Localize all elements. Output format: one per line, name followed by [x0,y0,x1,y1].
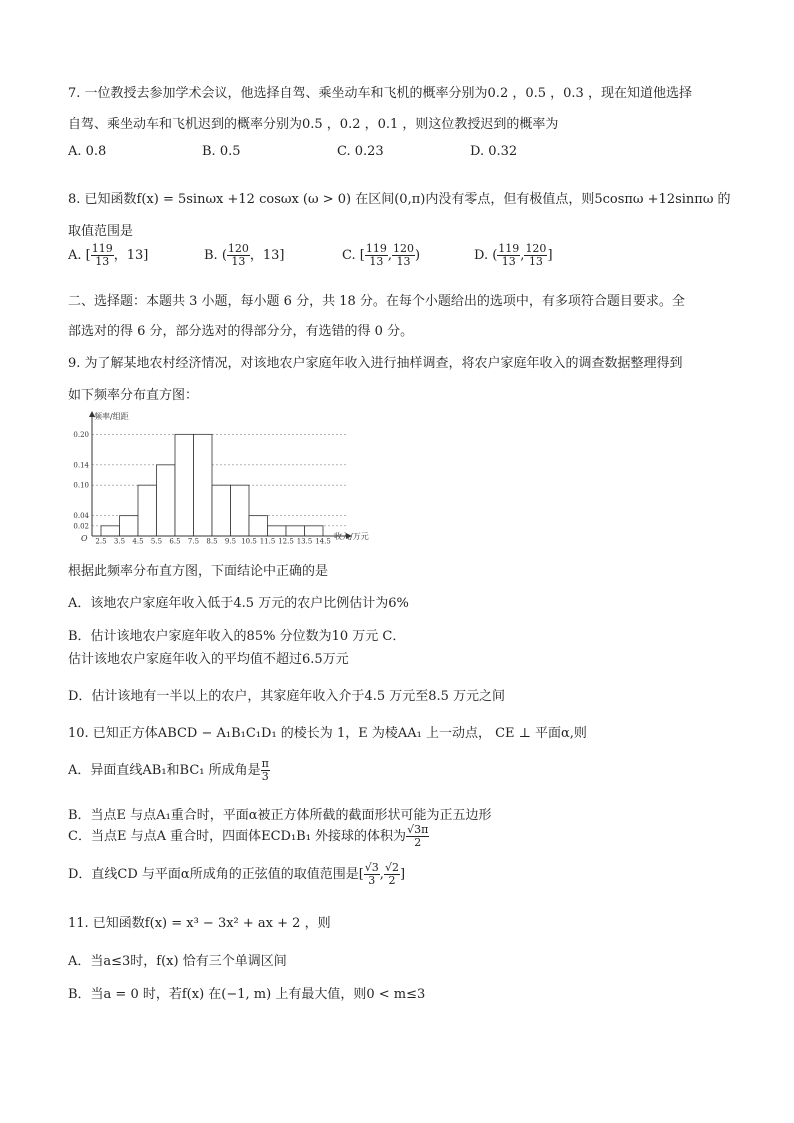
q10-option-d-fraction1 [364,862,380,887]
x-tick-label: 11.5 [259,537,276,546]
q8-option-d-fraction1 [497,243,520,268]
q8-option-c-den2: 13 [396,255,411,268]
q10-option-d-num2: √2 [384,861,399,874]
q10-option-a-text: A．异面直线AB₁和BC₁ 所成角是 [68,763,261,778]
q8-option-d-num2: 120 [525,242,547,255]
q8-option-a-den: 13 [95,255,110,268]
y-tick-label: 0.10 [73,481,89,490]
q10-line1: 10. 已知正方体ABCD − A₁B₁C₁D₁ 的棱长为 1，E 为棱AA₁ 上一动点， CE ⊥ 平面α,则 [68,726,587,741]
q8-option-a [68,243,148,268]
q10-option-c-text: C．当点E 与点A 重合时，四面体ECD₁B₁ 外接球的体积为 [68,829,407,844]
q9-line2: 如下频率分布直方图： [68,388,199,403]
histogram-bar [212,485,231,536]
q7-option-c: C. 0.23 [337,144,384,159]
x-tick-label: 3.5 [113,537,126,546]
q8-option-c-num1: 119 [365,242,387,255]
x-tick-label: 9.5 [224,537,237,546]
q8-option-d-num1: 119 [498,242,520,255]
q11-line1: 11. 已知函数f(x) = x³ − 3x² + ax + 2 ，则 [68,916,331,931]
x-tick-label: 6.5 [169,537,181,546]
q8-option-b-den: 13 [231,255,246,268]
q8-option-c-tail: ) [414,248,421,263]
q10-option-d-fraction2 [384,862,400,887]
histogram-bar [138,485,157,536]
q8-option-c: C. [ $\frac{119}{13}$ , $\frac{120}{13}$ ) [342,242,421,268]
section2-line1: 二、选择题：本题共 3 小题，每小题 6 分，共 18 分。在每个小题给出的选项中，有多项符合题目要求。全 [68,294,685,309]
x-tick-label: 10.5 [241,537,257,546]
section2-line2: 部选对的得 6 分，部分选对的得部分分，有选错的得 0 分。 [68,324,414,339]
q7-line2: 自驾、乘坐动车和飞机迟到的概率分别为0.5 ，0.2 ，0.1 ，则这位教授迟到的概率为 [68,117,559,132]
x-tick-label: 13.5 [296,537,313,546]
q10-option-c-fraction [406,824,429,849]
q7-option-d: D. 0.32 [470,144,518,159]
q7-line1: 7. 一位教授去参加学术会议，他选择自驾、乘坐动车和飞机的概率分别为0.2 ，0.5 ，0.3 ，现在知道他选择 [68,86,692,101]
q7-option-b: B. 0.5 [202,144,241,159]
q9-after: 根据此频率分布直方图，下面结论中正确的是 [68,564,329,579]
q9-option-a: A．该地农户家庭年收入低于4.5 万元的农户比例估计为6% [68,596,409,611]
q10-option-d: D．直线CD 与平面α所成角的正弦值的取值范围是[ $\frac{√3}{3}$ , $\frac{√2}{2}$ ] [68,861,406,887]
y-axis-label: 频率/组距 [94,412,129,421]
histogram-bar [305,526,324,536]
q8-option-a-fraction [91,243,114,268]
q10-option-d-den2: 2 [388,874,396,887]
q10-option-a-den: 3 [261,770,269,783]
y-tick-label: 0.04 [73,512,89,521]
q8-option-c-fraction1 [365,243,388,268]
x-tick-label: 8.5 [206,537,218,546]
frequency-histogram [66,408,386,548]
histogram-bar [194,434,213,536]
q10-option-c [68,824,429,849]
x-tick-label: 12.5 [278,537,294,546]
q9-line1: 9. 为了解某地农村经济情况，对该地农户家庭年收入进行抽样调查，将农户家庭年收入的调查数据整理得到 [68,356,683,371]
y-tick-label: 0.20 [73,430,89,439]
histogram-bar [286,526,305,536]
q8-option-d-den2: 13 [528,255,543,268]
q10-option-c-num: √3π [407,823,429,836]
q8-option-a-tail: ，13] [113,248,149,263]
q10-option-a [68,758,270,783]
x-tick-label: 4.5 [132,537,144,546]
x-tick-label: 14.5 [315,537,331,546]
q10-option-a-num: π [261,757,269,770]
q8-option-d-den1: 13 [501,255,516,268]
x-axis-label: 收入/万元 [334,532,369,541]
origin-label: O [81,534,88,543]
histogram-bar [268,526,287,536]
histogram-bar [231,485,250,536]
y-tick-label: 0.02 [73,522,89,531]
q7-option-a: A. 0.8 [68,144,107,159]
q8-option-d-label: D. ( [474,248,498,263]
q8-line1: 8. 已知函数f(x) = 5sinωx +12 cosωx (ω > 0) 在区间(0,π)内没有零点，但有极值点，则5cosπω +12sinπω 的 [68,192,731,207]
q11-option-a: A．当a≤3时，f(x) 恰有三个单调区间 [68,954,287,969]
q8-option-b-tail: ，13] [249,248,285,263]
q9-option-d: D．估计该地有一半以上的农户，其家庭年收入介于4.5 万元至8.5 万元之间 [68,689,506,704]
histogram-bar [175,434,194,536]
q8-option-d: D. ( $\frac{119}{13}$ , $\frac{120}{13}$ ] [474,242,553,268]
q8-option-b [204,243,285,268]
q10-option-d-tail: ] [399,867,406,882]
q10-option-a-fraction [261,758,270,783]
histogram-bar [157,465,176,536]
histogram-bar [120,516,139,536]
q10-option-d-den1: 3 [368,874,376,887]
q8-option-c-fraction2 [392,243,415,268]
q8-option-c-den1: 13 [369,255,384,268]
x-tick-label: 2.5 [95,537,107,546]
q9-option-b: B．估计该地农户家庭年收入的85% 分位数为10 万元 C． [68,629,406,644]
q10-option-d-num1: √3 [364,861,379,874]
x-tick-label: 7.5 [187,537,200,546]
histogram-bar [249,516,268,536]
q8-option-d-fraction2 [524,243,547,268]
q8-option-c-label: C. [ [342,248,365,263]
q8-line2: 取值范围是 [68,224,134,239]
q8-option-b-num: 120 [227,242,249,255]
x-tick-label: 5.5 [150,537,163,546]
q8-option-c-num2: 120 [392,242,414,255]
q11-option-b: B．当a = 0 时，若f(x) 在(−1, m) 上有最大值，则0 < m≤3 [68,987,426,1002]
q8-option-a-num: 119 [91,242,113,255]
q8-option-a-label: A. [ [68,248,91,263]
q10-option-d-text: D．直线CD 与平面α所成角的正弦值的取值范围是[ [68,867,364,882]
q8-option-b-fraction [227,243,250,268]
q9-option-c: 估计该地农户家庭年收入的平均值不超过6.5万元 [68,652,349,667]
q10-option-b: B．当点E 与点A₁重合时，平面α被正方体所截的截面形状可能为正五边形 [68,808,492,823]
q10-option-c-den: 2 [414,836,422,849]
histogram-bar [101,526,120,536]
y-tick-label: 0.14 [73,461,89,470]
q8-option-d-tail: ] [547,248,553,263]
q8-option-b-label: B. ( [204,248,227,263]
